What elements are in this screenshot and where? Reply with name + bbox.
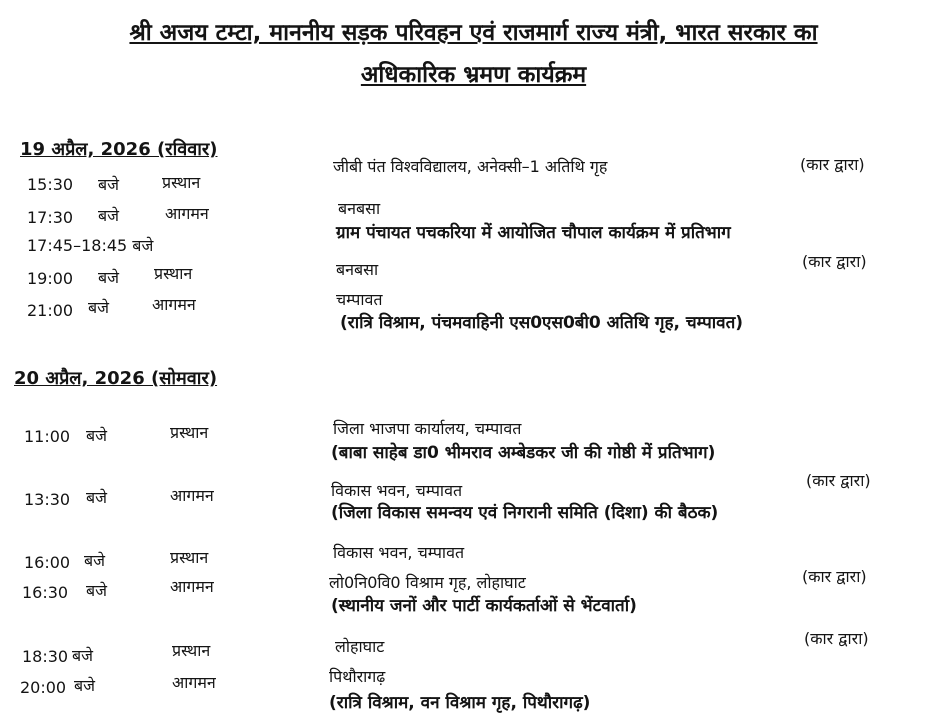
day-2-row-3-baje: बजे [84,551,106,570]
day-2-row-6-action: आगमन [172,673,216,692]
day-2-row-6-note: (रात्रि विश्राम, वन विश्राम गृह, पिथौरागढ़) [329,693,591,713]
day-1-row-3-place: ग्राम पंचायत पचकरिया में आयोजित चौपाल कार्यक्रम में प्रतिभाग [336,223,731,243]
day-2-row-1-baje: बजे [86,426,108,445]
day-2-row-1-place: जिला भाजपा कार्यालय, चम्पावत [333,419,522,438]
day-2-row-1-action: प्रस्थान [170,423,209,442]
day-2-row-4-baje: बजे [86,581,108,600]
day-1-row-5-action: आगमन [152,295,196,314]
day-1-row-1-action: प्रस्थान [162,173,201,192]
day-2-row-3-place: विकास भवन, चम्पावत [333,543,465,562]
day-2-row-5-mode: (कार द्वारा) [804,629,869,648]
day-1-row-5-note: (रात्रि विश्राम, पंचमवाहिनी एस0एस0बी0 अतिथि गृह, चम्पावत) [340,313,744,333]
day-2-row-5-baje: बजे [72,646,94,665]
day-1-row-2-place: बनबसा [338,199,381,218]
day-1-row-3-time: 17:45–18:45 बजे [27,236,154,255]
day-1-row-1-place: जीबी पंत विश्वविद्यालय, अनेक्सी–1 अतिथि गृह [333,157,608,176]
day-2-row-2-action: आगमन [170,486,214,505]
day-2-row-6-baje: बजे [74,676,96,695]
day-1-row-1-time: 15:30 [27,175,74,194]
day-2-row-5-time: 18:30 [22,647,69,666]
day-2-row-6-time: 20:00 [20,678,67,697]
day-1-row-2-action: आगमन [165,204,209,223]
day-1-heading: 19 अप्रैल, 2026 (रविवार) [20,139,218,160]
day-1-row-1-mode: (कार द्वारा) [800,155,865,174]
day-2-row-4-time: 16:30 [22,583,69,602]
day-2-row-4-action: आगमन [170,577,214,596]
day-1-row-4-time: 19:00 [27,269,74,288]
document-title-line-2: अधिकारिक भ्रमण कार्यक्रम [360,62,587,88]
day-2-row-2-mode: (कार द्वारा) [806,471,871,490]
day-2-row-1-time: 11:00 [24,427,71,446]
day-1-row-5-time: 21:00 [27,301,74,320]
day-2-row-3-action: प्रस्थान [170,548,209,567]
day-2-row-2-place: विकास भवन, चम्पावत [331,481,463,500]
day-1-row-2-time: 17:30 [27,208,74,227]
day-2-row-5-place: लोहाघाट [335,637,385,656]
day-1-row-2-baje: बजे [98,206,120,225]
day-2-row-6-place: पिथौरागढ़ [329,667,386,686]
day-1-row-1-baje: बजे [98,175,120,194]
day-1-row-5-baje: बजे [88,298,110,317]
day-1-row-4-baje: बजे [98,268,120,287]
day-1-row-5-place: चम्पावत [336,290,383,309]
day-2-row-4-place: लो0नि0वि0 विश्राम गृह, लोहाघाट [329,573,526,592]
day-2-heading: 20 अप्रैल, 2026 (सोमवार) [14,368,218,389]
day-2-row-4-mode: (कार द्वारा) [802,567,867,586]
day-2-row-2-time: 13:30 [24,490,71,509]
day-2-row-4-note: (स्थानीय जनों और पार्टी कार्यकर्ताओं से भेंटवार्ता) [331,596,637,616]
day-2-row-2-note: (जिला विकास समन्वय एवं निगरानी समिति (दिशा) की बैठक) [331,503,719,523]
day-2-row-2-baje: बजे [86,488,108,507]
day-1-row-4-action: प्रस्थान [154,264,193,283]
document-title-line-1: श्री अजय टम्टा, माननीय सड़क परिवहन एवं राजमार्ग राज्य मंत्री, भारत सरकार का [129,20,818,46]
day-1-row-4-mode: (कार द्वारा) [802,252,867,271]
day-1-row-4-place: बनबसा [336,260,379,279]
day-2-row-3-time: 16:00 [24,553,71,572]
day-2-row-5-action: प्रस्थान [172,641,211,660]
day-2-row-1-note: (बाबा साहेब डा0 भीमराव अम्बेडकर जी की गोष्ठी में प्रतिभाग) [331,443,716,463]
